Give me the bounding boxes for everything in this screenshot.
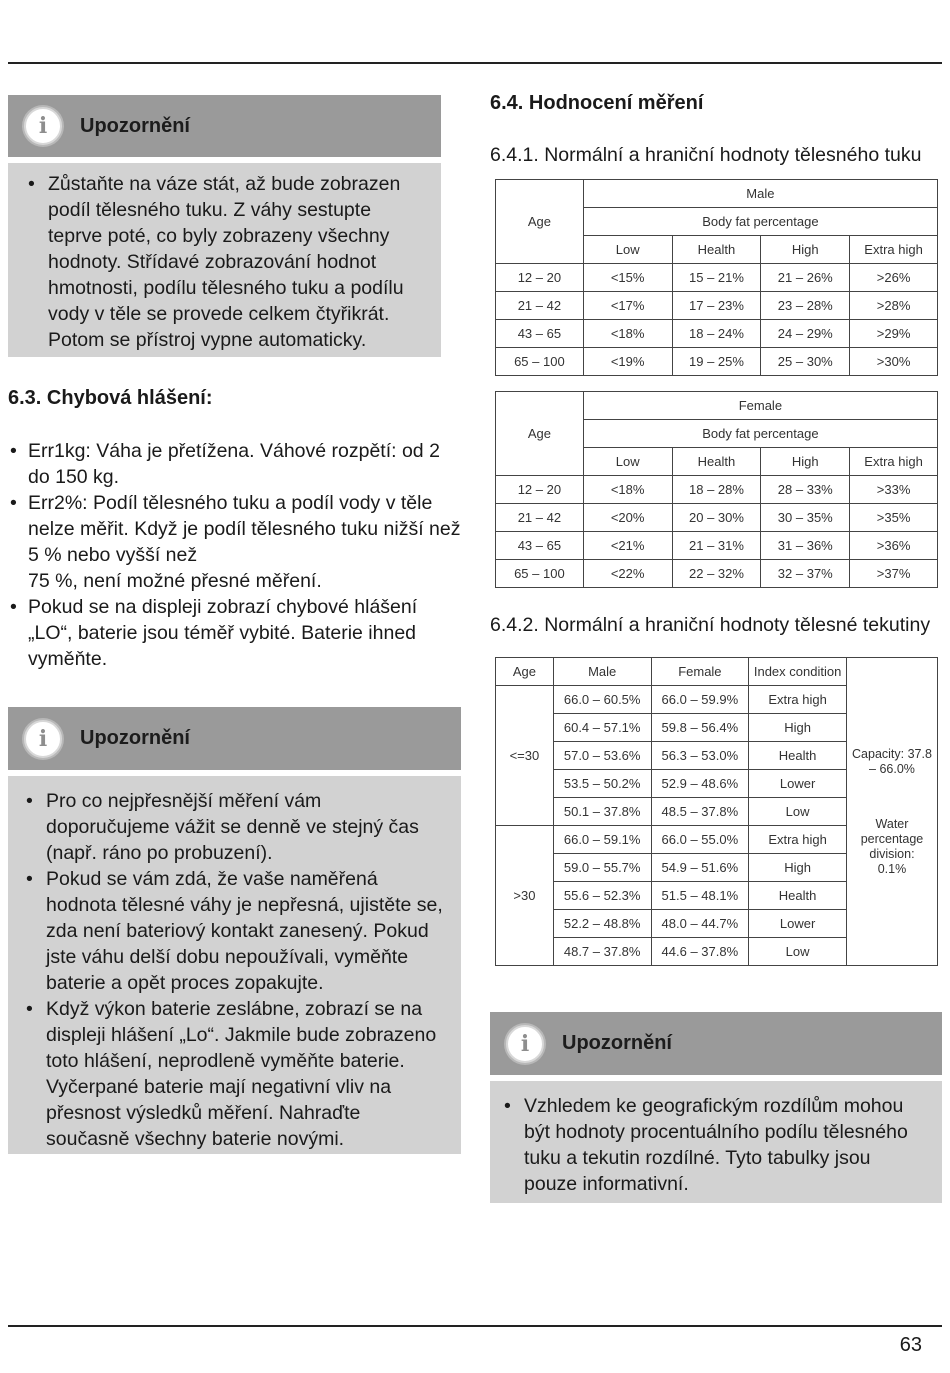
table-cell: >37% xyxy=(850,560,938,588)
table-cell: 20 – 30% xyxy=(672,504,761,532)
table-cell: 59.8 – 56.4% xyxy=(651,714,749,742)
table-row xyxy=(496,292,938,320)
table-cell: 21 – 42 xyxy=(496,504,584,532)
table-cell: 43 – 65 xyxy=(496,320,584,348)
table-cell: 21 – 26% xyxy=(761,264,850,292)
table-row xyxy=(496,348,938,376)
table-cell: 53.5 – 50.2% xyxy=(553,770,651,798)
table-cell: 54.9 – 51.6% xyxy=(651,854,749,882)
table-cell: High xyxy=(749,714,847,742)
table-cell: 59.0 – 55.7% xyxy=(553,854,651,882)
table-cell: 66.0 – 59.1% xyxy=(553,826,651,854)
column-header: Extra high xyxy=(850,448,938,476)
age-header: Age xyxy=(496,180,584,264)
notice-item: • Vzhledem ke geografickým rozdílům mohou být hodnoty procentuálního podílu tělesného tuku a tekutin rozdílné. Tyto tabulky jsou pouze informativní. xyxy=(502,1093,928,1197)
table-cell: >33% xyxy=(850,476,938,504)
column-header: Age xyxy=(496,658,554,686)
notice-title: Upozornění xyxy=(562,1032,672,1054)
table-cell: 66.0 – 59.9% xyxy=(651,686,749,714)
table-cell: 21 – 42 xyxy=(496,292,584,320)
table-cell: <18% xyxy=(583,476,672,504)
table-cell: 66.0 – 55.0% xyxy=(651,826,749,854)
table-cell: <22% xyxy=(583,560,672,588)
list-item-cont: 75 %, není možné přesné měření. xyxy=(28,570,322,592)
notice-box-1 xyxy=(8,95,441,357)
column-header: Low xyxy=(583,236,672,264)
table-cell: 22 – 32% xyxy=(672,560,761,588)
table-cell: 55.6 – 52.3% xyxy=(553,882,651,910)
table-cell: 66.0 – 60.5% xyxy=(553,686,651,714)
column-header: Low xyxy=(583,448,672,476)
table-cell: 25 – 30% xyxy=(761,348,850,376)
table-cell: Low xyxy=(749,798,847,826)
column-header: High xyxy=(761,236,850,264)
notice-item: • Když výkon baterie zeslábne, zobrazí se na displeji hlášení „Lo“. Jakmile bude zobrazeno toto hlášení, neprodleně vyměňte baterie. Vyčerpané baterie mají negativní vliv na přesnost výsledků měření. Nahraďte současně všechny baterie novými. xyxy=(24,996,447,1152)
table-row xyxy=(496,264,938,292)
table-cell: 48.0 – 44.7% xyxy=(651,910,749,938)
table-cell: Extra high xyxy=(749,686,847,714)
table-cell: >35% xyxy=(850,504,938,532)
table-row xyxy=(496,532,938,560)
table-cell: <15% xyxy=(583,264,672,292)
table-cell: >36% xyxy=(850,532,938,560)
bottom-rule xyxy=(8,1325,942,1327)
notice-box-2 xyxy=(8,707,461,1154)
table-cell: 48.7 – 37.8% xyxy=(553,938,651,966)
column-header: Index condition xyxy=(749,658,847,686)
gender-header: Female xyxy=(583,392,937,420)
table-cell: 57.0 – 53.6% xyxy=(553,742,651,770)
table-cell: 52.2 – 48.8% xyxy=(553,910,651,938)
table-cell: 12 – 20 xyxy=(496,264,584,292)
notice-body xyxy=(8,163,441,357)
column-header: High xyxy=(761,448,850,476)
measure-header: Body fat percentage xyxy=(583,420,937,448)
notice-title: Upozornění xyxy=(80,114,190,137)
body-fat-male-table xyxy=(495,179,938,376)
table-row xyxy=(496,504,938,532)
table-cell: Health xyxy=(749,882,847,910)
section-heading-6-3: 6.3. Chybová hlášení: xyxy=(8,387,213,409)
list-item: • Err1kg: Váha je přetížena. Váhové rozpětí: od 2 do 150 kg. xyxy=(8,438,463,490)
body-water-table xyxy=(495,657,938,966)
notice-header xyxy=(8,707,461,770)
age-header: Age xyxy=(496,392,584,476)
table-cell: 15 – 21% xyxy=(672,264,761,292)
notice-item: • Pro co nejpřesnější měření vám doporučujeme vážit se denně ve stejný čas (např. ráno po probuzení). xyxy=(24,788,447,866)
table-row xyxy=(496,560,938,588)
capacity-text: Capacity: 37.8 – 66.0% xyxy=(852,746,932,776)
table-cell: 48.5 – 37.8% xyxy=(651,798,749,826)
section-heading-6-4: 6.4. Hodnocení měření xyxy=(490,92,704,114)
table-cell: 17 – 23% xyxy=(672,292,761,320)
table-cell: <21% xyxy=(583,532,672,560)
notice-body xyxy=(490,1081,942,1203)
table-cell: 12 – 20 xyxy=(496,476,584,504)
capacity-note xyxy=(846,658,937,966)
table-cell: 50.1 – 37.8% xyxy=(553,798,651,826)
table-cell: Extra high xyxy=(749,826,847,854)
table-cell: High xyxy=(749,854,847,882)
notice-box-3 xyxy=(490,1012,942,1203)
gender-header: Male xyxy=(583,180,937,208)
table-cell: 60.4 – 57.1% xyxy=(553,714,651,742)
table-cell: Health xyxy=(749,742,847,770)
table-cell: 44.6 – 37.8% xyxy=(651,938,749,966)
table-cell: >26% xyxy=(850,264,938,292)
list-item: • Pokud se na displeji zobrazí chybové hlášení „LO“, baterie jsou téměř vybité. Baterie ihned vyměňte. xyxy=(8,594,463,672)
table-cell: 65 – 100 xyxy=(496,348,584,376)
subsection-heading-6-4-1: 6.4.1. Normální a hraniční hodnoty tělesného tuku xyxy=(490,144,922,166)
notice-body xyxy=(8,776,461,1154)
notice-header xyxy=(8,95,441,157)
top-rule xyxy=(8,62,942,64)
table-cell: Low xyxy=(749,938,847,966)
table-cell: <18% xyxy=(583,320,672,348)
table-cell: Lower xyxy=(749,770,847,798)
table-cell: <19% xyxy=(583,348,672,376)
table-cell: >30% xyxy=(850,348,938,376)
table-row xyxy=(496,476,938,504)
table-cell: 52.9 – 48.6% xyxy=(651,770,749,798)
table-cell: 56.3 – 53.0% xyxy=(651,742,749,770)
column-header: Female xyxy=(651,658,749,686)
notice-item: • Pokud se vám zdá, že vaše naměřená hodnota tělesné váhy je nepřesná, ujistěte se, zda není bateriový kontakt zanesený. Pokud jste váhu delší dobu nepoužívali, vyměňte baterie a opět proces zopakujte. xyxy=(24,866,447,996)
table-cell: 21 – 31% xyxy=(672,532,761,560)
info-icon: i xyxy=(506,1025,544,1063)
table-cell: >29% xyxy=(850,320,938,348)
table-cell: 65 – 100 xyxy=(496,560,584,588)
table-cell: 43 – 65 xyxy=(496,532,584,560)
error-message-list xyxy=(8,438,463,672)
column-header: Extra high xyxy=(850,236,938,264)
table-cell: <20% xyxy=(583,504,672,532)
page-number: 63 xyxy=(899,1334,922,1356)
table-cell: 24 – 29% xyxy=(761,320,850,348)
division-text: Water percentage division: 0.1% xyxy=(860,816,924,876)
table-cell: 28 – 33% xyxy=(761,476,850,504)
list-item-text: Err2%: Podíl tělesného tuku a podíl vody v těle nelze měřit. Když je podíl tělesného tuku nižší než 5 % nebo vyšší než xyxy=(28,492,461,566)
column-header: Male xyxy=(553,658,651,686)
column-header: Health xyxy=(672,236,761,264)
table-cell: 31 – 36% xyxy=(761,532,850,560)
body-fat-female-table xyxy=(495,391,938,588)
list-item xyxy=(8,490,463,594)
table-cell: 23 – 28% xyxy=(761,292,850,320)
notice-header xyxy=(490,1012,942,1075)
table-cell: <17% xyxy=(583,292,672,320)
info-icon: i xyxy=(24,720,62,758)
age-group-cell: <=30 xyxy=(496,686,554,826)
table-cell: 51.5 – 48.1% xyxy=(651,882,749,910)
table-cell: 18 – 28% xyxy=(672,476,761,504)
info-icon: i xyxy=(24,107,62,145)
table-row xyxy=(496,320,938,348)
table-cell: 18 – 24% xyxy=(672,320,761,348)
age-group-cell: >30 xyxy=(496,826,554,966)
table-cell: 19 – 25% xyxy=(672,348,761,376)
table-cell: 32 – 37% xyxy=(761,560,850,588)
column-header: Health xyxy=(672,448,761,476)
table-cell: >28% xyxy=(850,292,938,320)
table-cell: Lower xyxy=(749,910,847,938)
notice-item: • Zůstaňte na váze stát, až bude zobrazen podíl tělesného tuku. Z váhy sestupte teprve poté, co byly zobrazeny všechny hodnoty. Střídavé zobrazování hodnot hmotnosti, podílu tělesného tuku a podílu vody v těle se provede celkem čtyřikrát. Potom se přístroj vypne automaticky. xyxy=(26,171,427,353)
notice-title: Upozornění xyxy=(80,727,190,749)
measure-header: Body fat percentage xyxy=(583,208,937,236)
table-cell: 30 – 35% xyxy=(761,504,850,532)
subsection-heading-6-4-2: 6.4.2. Normální a hraniční hodnoty tělesné tekutiny xyxy=(490,614,931,636)
